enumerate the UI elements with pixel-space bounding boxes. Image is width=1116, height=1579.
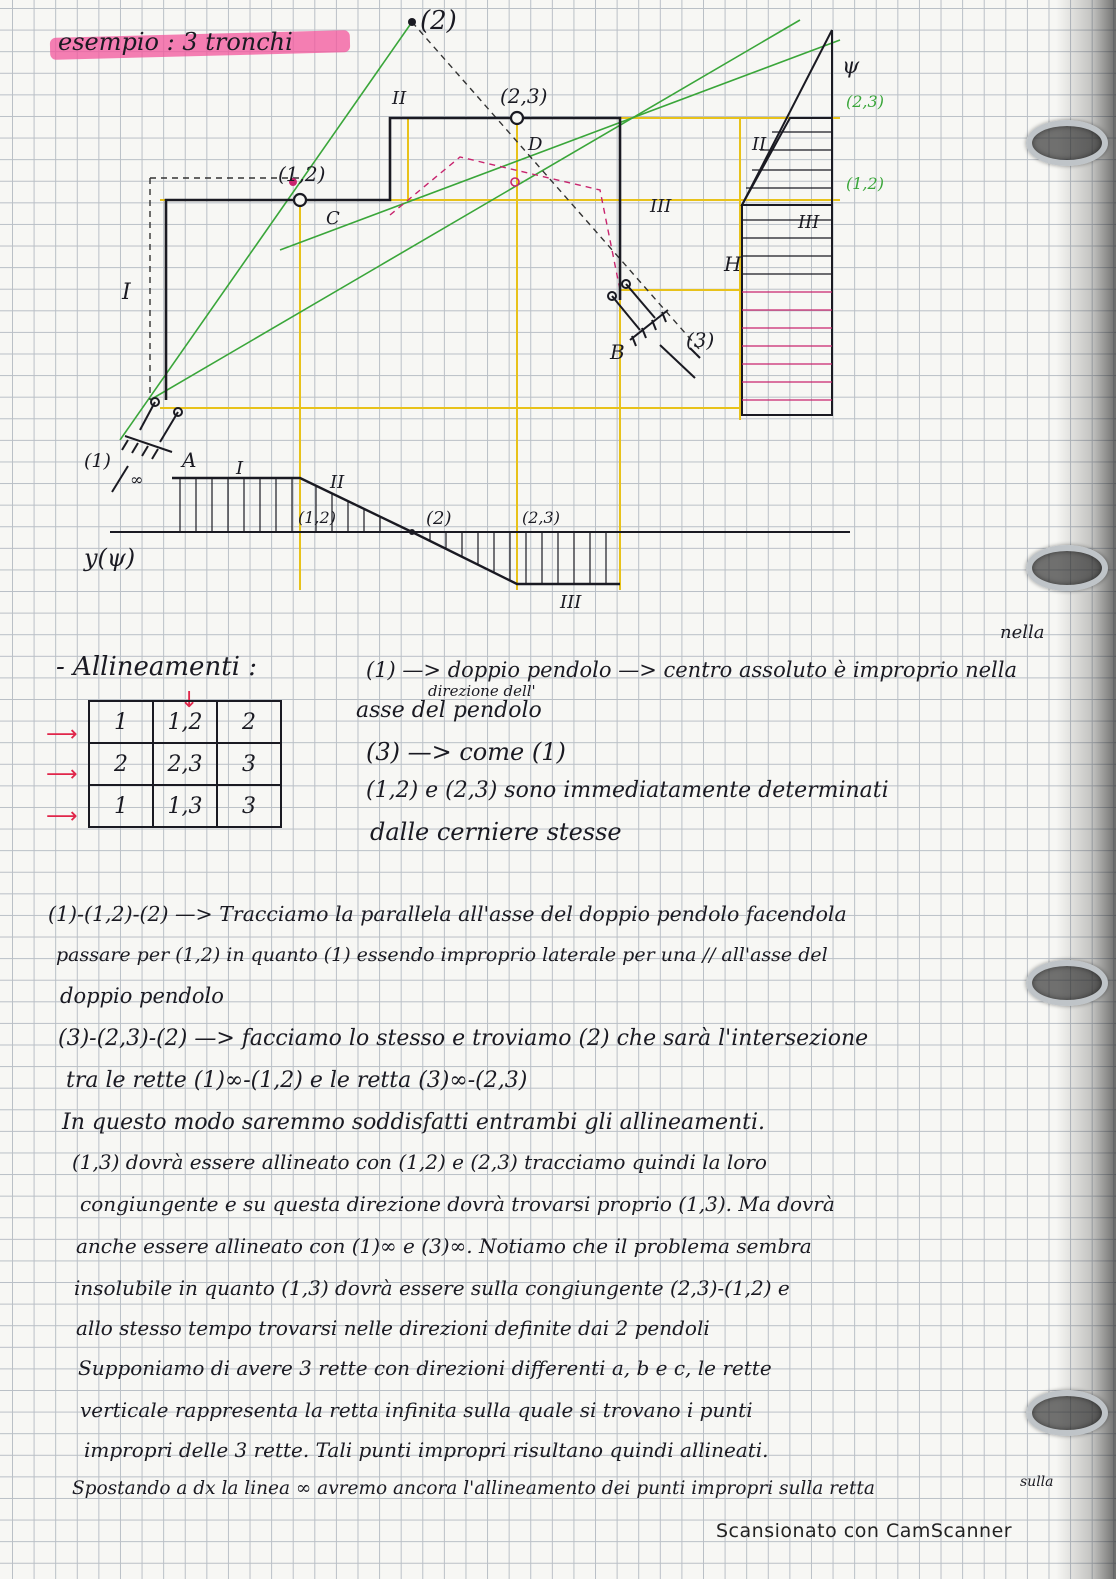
label-12-low: (1,2)	[298, 508, 336, 527]
label-center-23: (2,3)	[500, 84, 548, 108]
label-tronco-II-low: II	[330, 472, 345, 493]
table-cell: 1	[89, 701, 153, 743]
arrow-1	[112, 348, 700, 492]
label-tronco-II: II	[392, 88, 407, 109]
paragraph-line: Supponiamo di avere 3 rette con direzioni differenti a, b e c, le rette	[78, 1356, 772, 1380]
paragraph-line: tra le rette (1)∞-(1,2) e le retta (3)∞-(2,3)	[66, 1068, 528, 1093]
red-right-arrow: ⟶	[46, 804, 78, 829]
paragraph-line: allo stesso tempo trovarsi nelle direzioni definite dai 2 pendoli	[76, 1316, 710, 1340]
label-23-low: (2,3)	[522, 508, 560, 527]
table-row	[89, 701, 281, 743]
table-cell: 2,3	[153, 743, 217, 785]
frame	[166, 118, 620, 400]
table-cell: 3	[217, 743, 281, 785]
label-y-axis: y(ψ)	[84, 544, 136, 572]
label-node-D: D	[528, 134, 543, 155]
label-center-3: (3)	[686, 328, 715, 352]
table-cell: 2	[89, 743, 153, 785]
paragraph-line: impropri delle 3 rette. Tali punti impropri risultano quindi allineati.	[84, 1438, 769, 1462]
label-tronco-I: I	[122, 280, 131, 305]
binder-ring	[1026, 960, 1108, 1006]
label-psi: ψ	[842, 54, 860, 79]
paragraph-line: doppio pendolo	[60, 984, 224, 1008]
margin-note: nella	[1000, 622, 1045, 643]
paragraph-line: passare per (1,2) in quanto (1) essendo improprio laterale per una // all'asse del	[56, 944, 828, 966]
construction-lines-yellow	[160, 118, 840, 590]
red-right-arrow: ⟶	[46, 762, 78, 787]
note-line: (3) —> come (1)	[366, 738, 566, 766]
red-down-arrow: ↓	[180, 688, 199, 713]
table-cell: 1,3	[153, 785, 217, 827]
label-tronco-I-low: I	[236, 458, 244, 479]
label-infinity: ∞	[130, 470, 144, 489]
paragraph-line: Spostando a dx la linea ∞ avremo ancora l'allineamento dei punti impropri sulla retta	[72, 1478, 875, 1499]
paragraph-line: congiungente e su questa direzione dovrà trovarsi proprio (1,3). Ma dovrà	[80, 1192, 835, 1216]
table-cell: 1	[89, 785, 153, 827]
label-tronco-III-low: III	[560, 592, 582, 613]
paragraph-line: insolubile in quanto (1,3) dovrà essere sulla congiungente (2,3)-(1,2) e	[74, 1276, 790, 1300]
label-H: H	[724, 252, 742, 276]
table-cell: 3	[217, 785, 281, 827]
red-right-arrow: ⟶	[46, 722, 78, 747]
center-2-point	[408, 18, 416, 26]
paragraph-line: verticale rappresenta la retta infinita sulla quale si trovano i punti	[80, 1398, 753, 1422]
note-line: dalle cerniere stesse	[370, 818, 622, 846]
note-line: (1,2) e (2,3) sono immediatamente determinati	[366, 778, 889, 803]
table-row	[89, 743, 281, 785]
label-12-right: (1,2)	[846, 174, 884, 193]
label-node-B: B	[610, 340, 625, 364]
allineamenti-table	[88, 700, 282, 828]
label-tronco-III: III	[650, 196, 672, 217]
page-title: esempio : 3 tronchi	[58, 28, 293, 56]
paragraph-line: (1,3) dovrà essere allineato con (1,2) e (2,3) tracciamo quindi la loro	[72, 1150, 767, 1174]
note-line: asse del pendolo	[356, 698, 542, 723]
label-tronco-II-right: II	[752, 134, 767, 155]
note-line: direzione dell'	[428, 682, 536, 700]
label-center-1: (1)	[84, 450, 111, 472]
label-center-2: (2)	[420, 6, 457, 36]
label-2-low: (2)	[426, 508, 452, 529]
label-tronco-III-right: III	[798, 212, 820, 233]
construction-lines-green	[120, 20, 840, 440]
vertical-displacement-diagram	[110, 478, 850, 584]
label-center-12: (1,2)	[278, 162, 326, 186]
label-23-right: (2,3)	[846, 92, 884, 111]
table-cell: 1,2	[153, 701, 217, 743]
table-row	[89, 785, 281, 827]
table-cell: 2	[217, 701, 281, 743]
deformed-shape-dashed	[390, 157, 620, 290]
scanner-watermark: Scansionato con CamScanner	[716, 1520, 1013, 1542]
allineamenti-heading: - Allineamenti :	[56, 652, 257, 682]
binder-ring	[1026, 1390, 1108, 1436]
structure-diagram	[0, 0, 1116, 640]
paragraph-line: anche essere allineato con (1)∞ e (3)∞. Notiamo che il problema sembra	[76, 1234, 812, 1258]
label-node-C: C	[326, 208, 340, 229]
paragraph-line: (1)-(1,2)-(2) —> Tracciamo la parallela all'asse del doppio pendolo facendola	[48, 902, 847, 926]
label-node-A: A	[182, 448, 197, 472]
paragraph-line: In questo modo saremmo soddisfatti entrambi gli allineamenti.	[62, 1110, 766, 1135]
margin-note: sulla	[1020, 1474, 1054, 1490]
note-line: (1) —> doppio pendolo —> centro assoluto è improprio nella	[366, 658, 1017, 682]
paragraph-line: (3)-(2,3)-(2) —> facciamo lo stesso e troviamo (2) che sarà l'intersezione	[58, 1026, 869, 1051]
